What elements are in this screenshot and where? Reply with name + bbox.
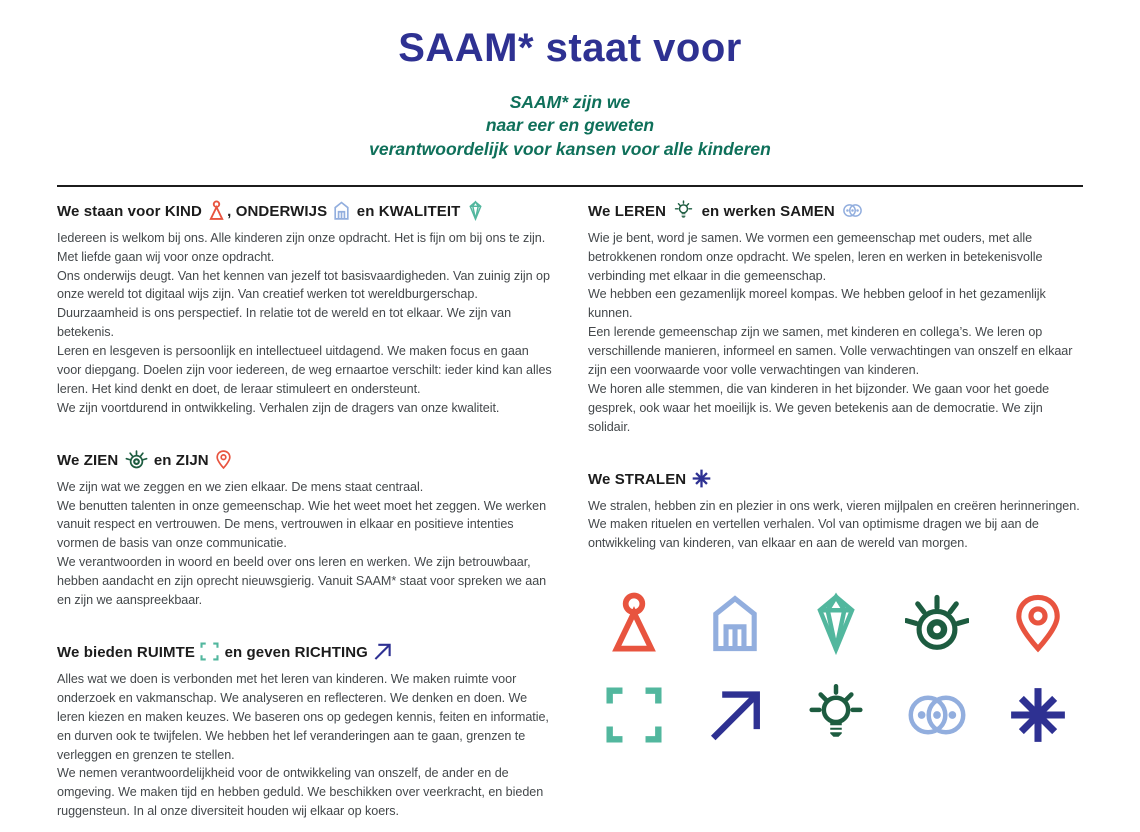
paragraph: We hebben een gezamenlijk moreel kompas. We hebben geloof in het gezamenlijk kunnen. xyxy=(588,287,1046,321)
paragraph: Een lerende gemeenschap zijn we samen, met kinderen en collega’s. We leren op verschillende manieren, informeel en samen. Volle verwachtingen van onszelf en elkaar zijn een voorwaarde voor volle verwachtingen van kinderen. xyxy=(588,325,1073,378)
section-zien-zijn xyxy=(57,449,552,610)
heading-text: We STRALEN xyxy=(588,470,687,488)
section-kind-onderwijs-kwaliteit xyxy=(57,200,552,418)
paragraph: Leren en lesgeven is persoonlijk en intellectueel uitdagend. We maken focus en gaan voor diepgang. Doelen zijn voor iedereen, de weg ernaartoe verschilt: ieder kind kan alles leren. Het kind denkt en doet, de leraar stimuleert en ondersteunt. xyxy=(57,344,552,396)
house-icon xyxy=(331,200,352,221)
eye-icon xyxy=(123,449,150,470)
bulb-icon xyxy=(804,683,868,747)
heading-text: We ZIEN xyxy=(57,451,119,469)
star-icon xyxy=(691,468,712,489)
heading-text: We bieden RUIMTE xyxy=(57,643,195,661)
icon-grid xyxy=(588,591,1083,747)
house-icon xyxy=(703,591,767,655)
heading-text: en geven RICHTING xyxy=(224,643,368,661)
diamond-icon xyxy=(465,200,486,221)
heading-text: en ZIJN xyxy=(153,451,209,469)
subtitle xyxy=(0,91,1140,161)
section-heading xyxy=(588,200,1083,224)
person-icon xyxy=(206,200,227,221)
section-heading xyxy=(57,449,552,473)
circles-icon xyxy=(905,683,969,747)
brackets-icon xyxy=(602,683,666,747)
paragraph: We nemen verantwoordelijkheid voor de ontwikkeling van onszelf, de ander en de omgeving. We maken tijd en hebben geduld. We beschikken over veerkracht, en bieden ruggensteun. In al onze diversiteit houden wij elkaar op koers. xyxy=(57,766,544,819)
paragraph: Iedereen is welkom bij ons. Alle kinderen zijn onze opdracht. Het is fijn om bij ons te zijn. Met liefde gaan wij voor onze opdracht. xyxy=(57,230,546,264)
paragraph: We horen alle stemmen, die van kinderen in het bijzonder. We gaan voor het goede gesprek, ook waar het moeilijk is. We geven betekenis aan de democratie. We zijn solidair. xyxy=(588,381,1050,434)
eye-icon xyxy=(905,591,969,655)
subtitle-line: SAAM* zijn we xyxy=(509,92,631,112)
pin-icon xyxy=(213,449,234,470)
arrow-icon xyxy=(703,683,767,747)
section-ruimte-richting xyxy=(57,641,552,821)
paragraph: We verantwoorden in woord en beeld over ons leren en werken. We zijn betrouwbaar, hebben aandacht en zijn oprecht nieuwsgierig. Vanuit SAAM* staat voor spreken we aan en zijn we aanspreekbaar. xyxy=(57,555,547,608)
paragraph: Wie je bent, word je samen. We vormen een gemeenschap met ouders, met alle betrokkenen rondom onze opdracht. We spelen, leren en werken in betekenisvolle verbinding met elkaar in die gemeenschap. xyxy=(588,230,1043,283)
section-leren-samen xyxy=(588,200,1083,437)
heading-text: , ONDERWIJS xyxy=(227,202,328,220)
section-heading xyxy=(588,468,1083,492)
section-stralen xyxy=(588,468,1083,554)
heading-text: en werken SAMEN xyxy=(701,202,835,220)
person-icon xyxy=(602,591,666,655)
arrow-icon xyxy=(372,641,393,662)
column-right xyxy=(588,200,1083,821)
heading-text: We staan voor KIND xyxy=(57,202,202,220)
paragraph: Alles wat we doen is verbonden met het leren van kinderen. We maken ruimte voor onderzoek en vakmanschap. We analyseren en reflecteren. We denken en doen. We leren kiezen en maken keuzes. We baseren ons op gedegen kennis, feiten en informatie, en durven ook te twijfelen. We hebben het lef veranderingen aan te gaan, grenzen te verleggen en grenzen te stellen. xyxy=(57,671,549,762)
diamond-icon xyxy=(804,591,868,655)
paragraph: We stralen, hebben zin en plezier in ons werk, vieren mijlpalen en creëren herinneringen. We maken rituelen en vertellen verhalen. Vol van optimisme dragen we bij aan de ontwikkeling van kinderen, van elkaar en aan de wereld van morgen. xyxy=(588,498,1080,551)
star-icon xyxy=(1006,683,1070,747)
heading-text: en KWALITEIT xyxy=(356,202,461,220)
brackets-icon xyxy=(199,641,220,662)
page-title: SAAM* staat voor xyxy=(398,26,742,70)
subtitle-line: naar eer en geweten xyxy=(485,115,655,136)
paragraph: We benutten talenten in onze gemeenschap. Wie het weet moet het zeggen. We werken vanuit respect en vertrouwen. De mens, vertrouwen in elkaar en positieve intenties vormen de basis van onze communicatie. xyxy=(57,498,547,551)
circles-icon xyxy=(839,200,866,221)
paragraph: Ons onderwijs deugt. Van het kennen van jezelf tot basisvaardigheden. Van zuinig zijn op onze wereld tot digitaal wijs zijn. Van creatief werken tot wereldburgerschap. Duurzaamheid is ons perspectief. In relatie tot de wereld en tot elkaar. We zijn van betekenis. xyxy=(57,268,550,340)
pin-icon xyxy=(1006,591,1070,655)
content xyxy=(0,187,1140,821)
section-heading xyxy=(57,200,552,224)
section-heading xyxy=(57,641,552,665)
heading-text: We LEREN xyxy=(588,202,667,220)
subtitle-line: verantwoordelijk voor kansen voor alle kinderen xyxy=(369,138,771,159)
column-left xyxy=(57,200,552,821)
paragraph: We zijn wat we zeggen en we zien elkaar. De mens staat centraal. xyxy=(57,479,424,494)
paragraph: We zijn voortdurend in ontwikkeling. Verhalen zijn de dragers van onze kwaliteit. xyxy=(57,400,500,415)
bulb-icon xyxy=(670,200,697,221)
